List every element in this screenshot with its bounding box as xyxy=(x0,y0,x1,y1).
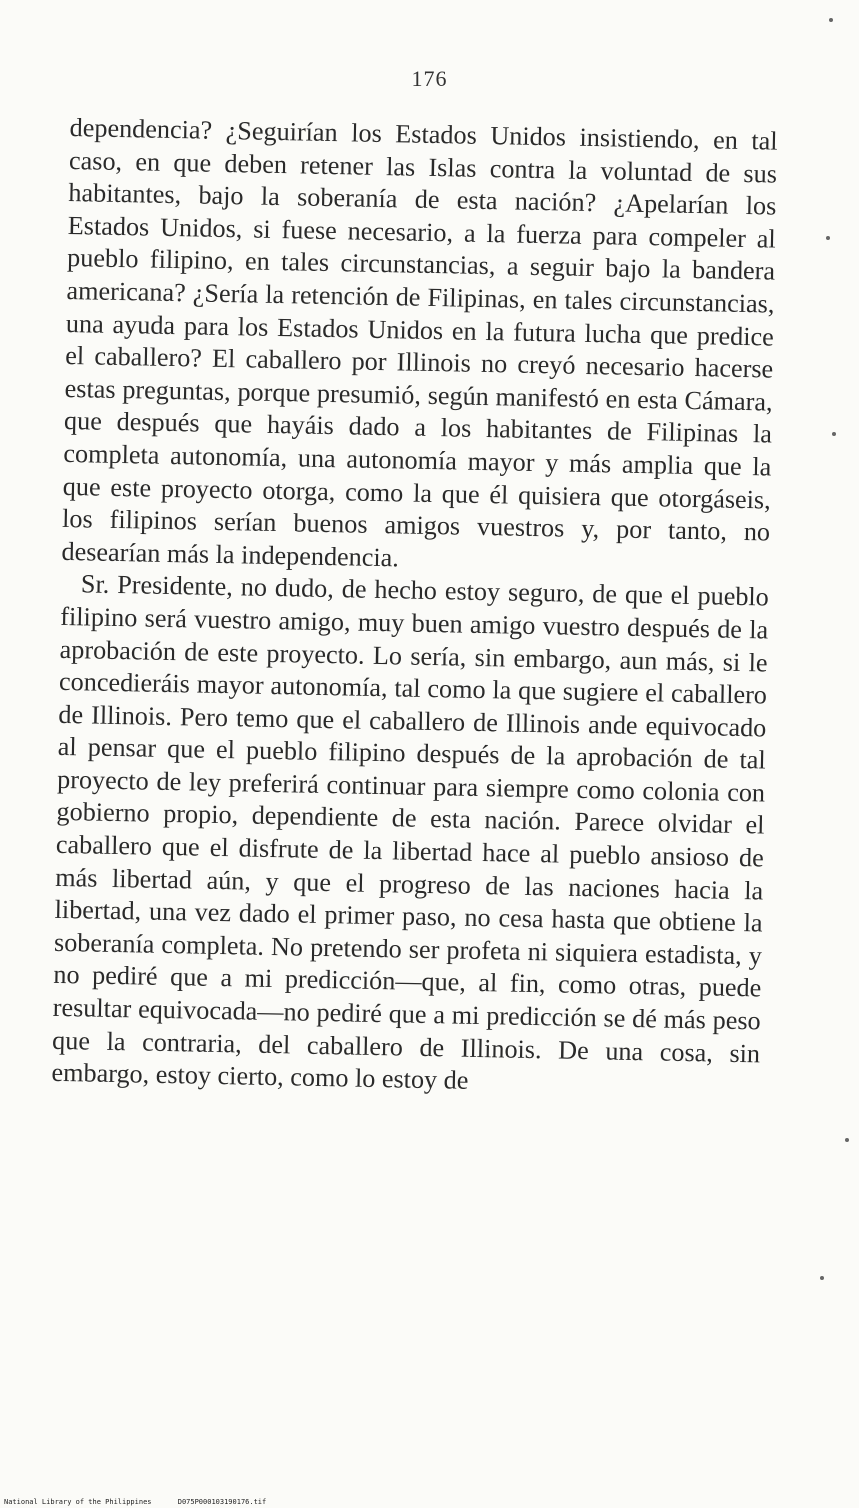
paragraph: Sr. Presidente, no dudo, de hecho estoy seguro, de que el pueblo filipino será vuestro amigo, muy buen amigo vuestro después de la aprobación de este proyecto. Lo sería, sin embargo, aun más, si le concedieráis mayor autonomía, tal como la que sugiere el caballero de Illinois. Pero temo que el caballero de Illinois ande equivocado al pensar que el pueblo filipino después de la aprobación de tal proyecto de ley preferirá continuar para siempre como colonia con gobierno propio, dependiente de esta nación. Parece olvidar el caballero que el disfrute de la libertad hace al pueblo ansioso de más libertad aún, y que el progreso de las naciones hacia la libertad, una vez dado el primer paso, no cesa hasta que obtiene la soberanía completa. No pretendo ser profeta ni siquiera estadista, y no pediré que a mi predicción—que, al fin, como otras, puede resultar equivocada—no pediré que a mi predicción se dé más peso que la contraria, del caballero de Illinois. De una cosa, sin embargo, estoy cierto, como lo estoy de xyxy=(51,569,770,1096)
scan-speck xyxy=(832,432,836,436)
body-text xyxy=(51,112,778,1103)
scan-speck xyxy=(829,18,833,22)
scan-footer xyxy=(4,1498,288,1506)
scan-speck xyxy=(820,1276,824,1280)
library-credit: National Library of the Philippines xyxy=(4,1498,152,1506)
scan-speck xyxy=(845,1138,849,1142)
scan-speck xyxy=(826,236,830,240)
paragraph: dependencia? ¿Seguirían los Estados Unidos insistiendo, en tal caso, en que deben retener las Islas contra la voluntad de sus habitantes, bajo la soberanía de esta nación? ¿Apelarían los Estados Unidos, si fuese necesario, a la fuerza para compeler al pueblo filipino, en tales circunstancias, a seguir bajo la bandera americana? ¿Sería la retención de Filipinas, en tales circunstancias, una ayuda para los Estados Unidos en la futura lucha que predice el caballero? El caballero por Illinois no creyó necesario hacerse estas preguntas, porque presumió, según manifestó en esta Cámara, que después que hayáis dado a los habitantes de Filipinas la completa autonomía, una autonomía mayor y más amplia que la que este proyecto otorga, como la que él quisiera que otorgáseis, los filipinos serían buenos amigos vuestros y, por tanto, no desearían más la independencia. xyxy=(61,112,778,573)
file-id: D075P000103190176.tif xyxy=(177,1498,267,1506)
page-number: 176 xyxy=(411,66,448,91)
